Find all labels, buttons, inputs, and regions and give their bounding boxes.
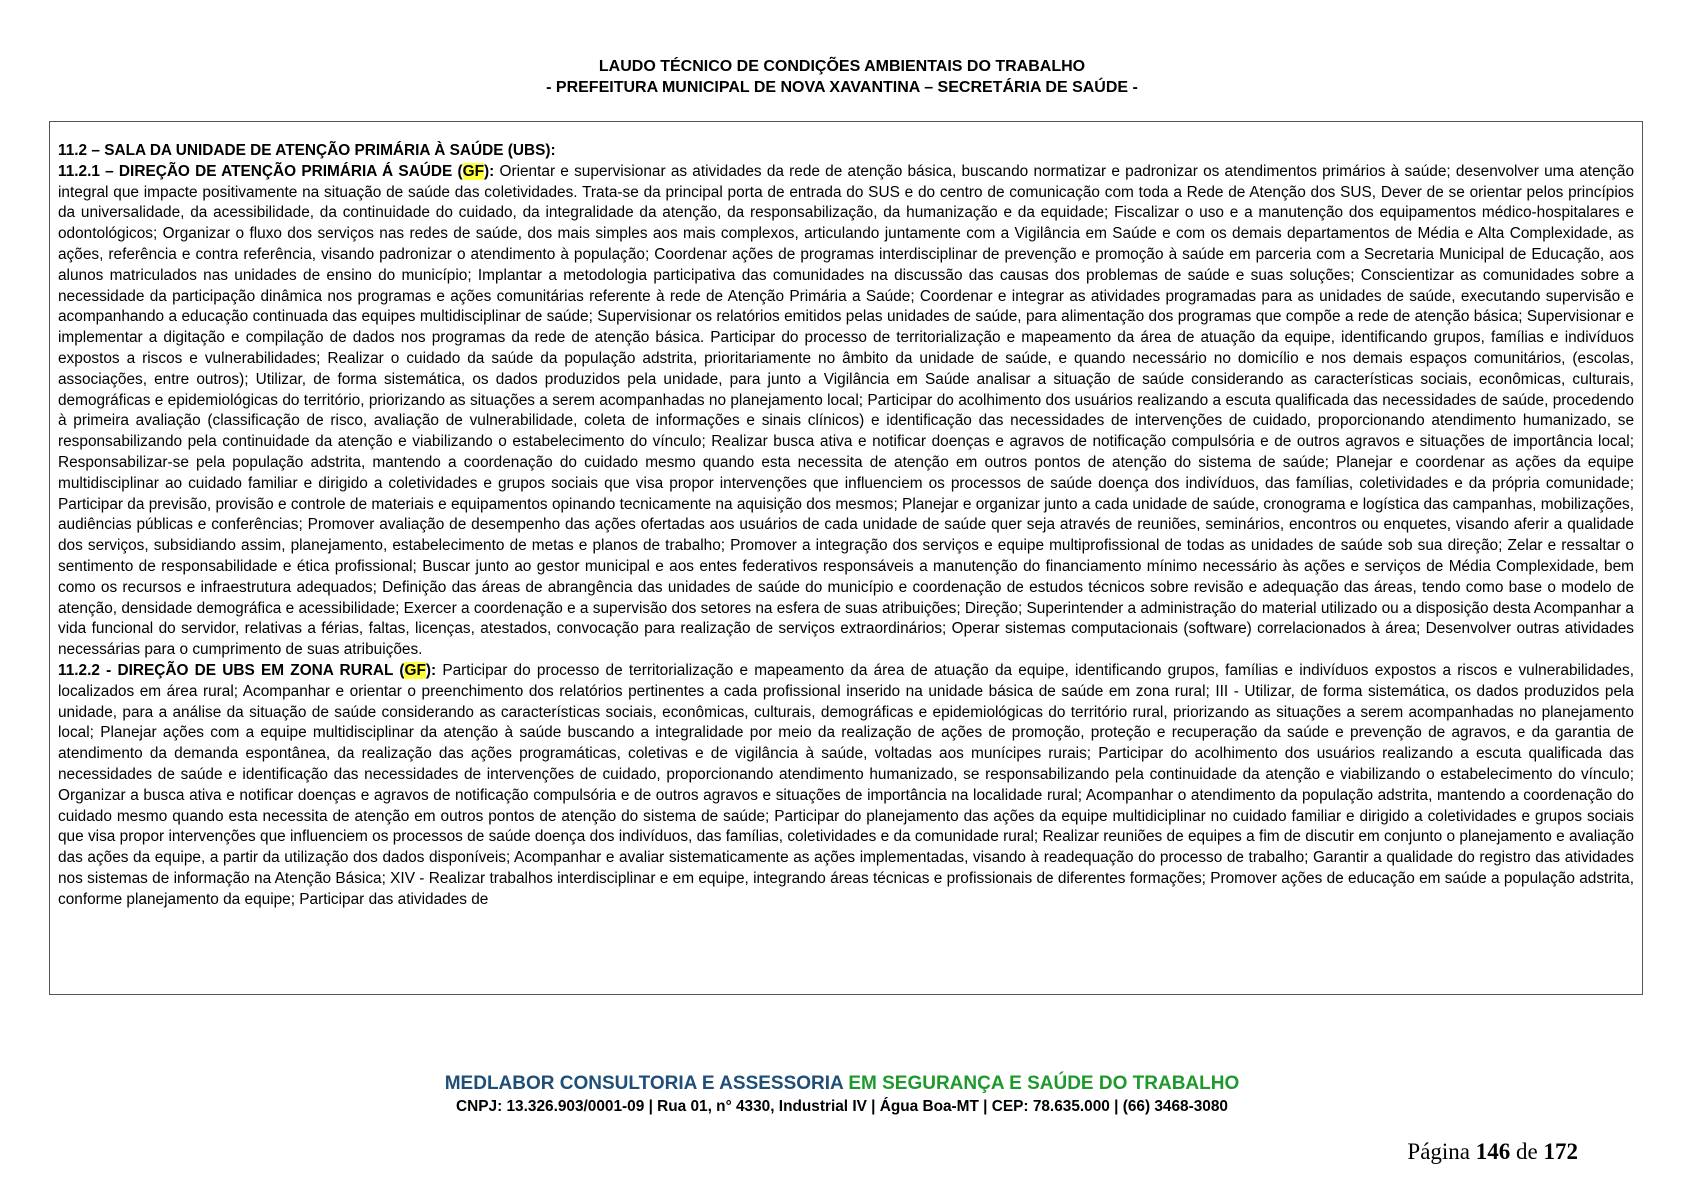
item2-tag-highlight: GF [404,661,426,679]
page-total: 172 [1543,1139,1578,1164]
item1-heading-pre: 11.2.1 – DIREÇÃO DE ATENÇÃO PRIMÁRIA Á SAÚDE ( [58,162,463,180]
item1-heading-post: ): [484,162,495,180]
section-title: 11.2 – SALA DA UNIDADE DE ATENÇÃO PRIMÁRIA À SAÚDE (UBS): [58,142,556,159]
document-header [0,56,1684,98]
item2-text: Participar do processo de territorialização e mapeamento da área de atuação da equipe, identificando grupos, famílias e indivíduos expostos a riscos e vulnerabilidades, localizados em área rural; Acompanhar e orientar o preenchimento dos relatórios pertinentes a cada profissional inserido na unidade básica de saúde em zona rural; III - Utilizar, de forma sistemática, os dados produzidos pela unidade, para a análise da situação de saúde considerando as características sociais, econômicas, culturais, demográficas e epidemiológicas do território rural, priorizando as situações a serem acompanhadas no planejamento local; Planejar ações com a equipe multidisciplinar da atenção à saúde buscando a integralidade por meio da realização de ações de promoção, proteção e recuperação da saúde e prevenção de agravos, e da garantia de atendimento da demanda espontânea, da realização das ações programáticas, coletivas e de vigilância à saúde, voltadas aos munícipes rurais; Participar do acolhimento dos usuários realizando a escuta qualificada das necessidades de saúde e identificação das necessidades de intervenções de cuidado, proporcionando atendimento humanizado, se responsabilizando pela continuidade da atenção e viabilizando o estabelecimento do vínculo; Organizar a busca ativa e notificar doenças e agravos de notificação compulsória e de outros agravos e situações de importância na localidade rural; Acompanhar o atendimento da população adstrita, mantendo a coordenação do cuidado mesmo quando esta necessita de atenção em outros pontos de atenção do sistema de saúde; Participar do planejamento das ações da equipe multidiciplinar no cuidado familiar e dirigido a coletividades e grupos sociais que visa propor intervenções que influenciem os processos de saúde doença dos indivíduos, das famílias, coletividades e da comunidade rural; Realizar reuniões de equipes a fim de discutir em conjunto o planejamento e avaliação das ações da equipe, a partir da utilização dos dados disponíveis; Acompanhar e avaliar sistematicamente as ações implementadas, visando à readequação do processo de trabalho; Garantir a qualidade do registro das atividades nos sistemas de informação na Atenção Básica; XIV - Realizar trabalhos interdisciplinar e em equipe, integrando áreas técnicas e profissionais de diferentes formações; Promover ações de educação em saúde a população adstrita, conforme planejamento da equipe; Participar das atividades de [58,661,1634,908]
header-title: LAUDO TÉCNICO DE CONDIÇÕES AMBIENTAIS DO TRABALHO [598,58,1086,75]
brand-green-text: EM SEGURANÇA E SAÚDE DO TRABALHO [843,1073,1240,1094]
item1-tag-highlight: GF [462,162,484,180]
page-number [1407,1139,1578,1165]
document-footer [0,1072,1684,1118]
company-contact: CNPJ: 13.326.903/0001-09 | Rua 01, n° 4330, Industrial IV | Água Boa-MT | CEP: 78.635.000 | (66) 3468-3080 [456,1098,1228,1115]
item1-text: Orientar e supervisionar as atividades da rede de atenção básica, buscando normatizar e padronizar os atendimentos primários à saúde; desenvolver uma atenção integral que impacte positivamente na situação de saúde das coletividades. Trata-se da principal porta de entrada do SUS e do centro de comunicação com toda a Rede de Atenção dos SUS, Dever de se orientar pelos princípios da universalidade, da acessibilidade, da continuidade do cuidado, da integralidade da atenção, da responsabilização, da humanização e da equidade; Fiscalizar o uso e a manutenção dos equipamentos médico-hospitalares e odontológicos; Organizar o fluxo dos serviços nas redes de saúde, dos mais simples aos mais complexos, articulando juntamente com a Vigilância em Saúde e com os demais departamentos de Média e Alta Complexidade, as ações, referência e contra referência, visando padronizar o atendimento à população; Coordenar ações de programas interdisciplinar de prevenção e promoção à saúde em parceria com a Secretaria Municipal de Educação, aos alunos matriculados nas unidades de ensino do município; Implantar a metodologia participativa das comunidades na discussão das causas dos problemas de saúde e suas soluções; Conscientizar as comunidades sobre a necessidade da participação dinâmica nos programas e ações comunitárias referente à rede de Atenção Primária a Saúde; Coordenar e integrar as atividades programadas para as unidades de saúde, executando supervisão e acompanhando a educação continuada das equipes multidisciplinar de saúde; Supervisionar os relatórios emitidos pelas unidades de saúde, para alimentação dos programas que compõe a rede de atenção básica; Supervisionar e implementar a digitação e compilação de dados nos programas da rede de atenção básica. Participar do processo de territorialização e mapeamento da área de atuação da equipe, identificando grupos, famílias e indivíduos expostos a riscos e vulnerabilidades; Realizar o cuidado da saúde da população adstrita, prioritariamente no âmbito da unidade de saúde, e quando necessário no domicílio e nos demais espaços comunitários, (escolas, associações, entre outros); Utilizar, de forma sistemática, os dados produzidos pela unidade, para junto a Vigilância em Saúde analisar a situação de saúde considerando as características sociais, econômicas, culturais, demográficas e epidemiológicas do território, priorizando as situações a serem acompanhadas no planejamento local; Participar do acolhimento dos usuários realizando a escuta qualificada das necessidades de saúde, procedendo à primeira avaliação (classificação de risco, avaliação de vulnerabilidade, coleta de informações e sinais clínicos) e identificação das necessidades de intervenções de cuidado, proporcionando atendimento humanizado, se responsabilizando pela continuidade da atenção e viabilizando o estabelecimento do vínculo; Realizar busca ativa e notificar doenças e agravos de notificação compulsória e de outros agravos e situações de importância local; Responsabilizar-se pela população adstrita, mantendo a coordenação do cuidado mesmo quando esta necessita de atenção em outros pontos de atenção do sistema de saúde; Planejar e coordenar as ações da equipe multidisciplinar ao cuidado familiar e dirigido a coletividades e grupos sociais que visa propor intervenções que influenciem os processos de saúde doença dos indivíduos, das famílias, coletividades e da própria comunidade; Participar da previsão, provisão e controle de materiais e equipamentos opinando tecnicamente na aquisição dos mesmos; Planejar e organizar junto a cada unidade de saúde, cronograma e logística das campanhas, mobilizações, audiências públicas e conferências; Promover avaliação de desempenho das ações ofertadas aos usuários de cada unidade de saúde quer seja através de reuniões, seminários, encontros ou enquetes, visando aferir a qualidade dos serviços, subsidiando assim, planejamento, estabelecimento de metas e planos de trabalho; Promover a integração dos serviços e equipe multiprofissional de todas as unidades de saúde sob sua direção; Zelar e ressaltar o sentimento de responsabilidade e ética profissional; Buscar junto ao gestor municipal e aos entes federativos responsáveis a manutenção do financiamento mínimo necessário às ações e serviços de Média Complexidade, bem como os recursos e infraestrutura adequados; Definição das áreas de abrangência das unidades de saúde do município e coordenação de estudos técnicos sobre revisão e adequação das áreas, tendo como base o modelo de atenção, densidade demográfica e acessibilidade; Exercer a coordenação e a supervisão dos setores na esfera de suas atribuições; Direção; Superintender a administração do material utilizado ou a disposição desta Acompanhar a vida funcional do servidor, relativas a férias, faltas, licenças, atestados, convocação para realização de serviços extraordinários; Operar sistemas computacionais (software) correlacionados à área; Desenvolver outras atividades necessárias para o cumprimento de suas atribuições. [58,162,1635,659]
page-label: Página [1407,1139,1471,1164]
paragraph-direcao-ubs-rural [58,661,1634,911]
company-brand [0,1072,1684,1096]
page-separator: de [1516,1139,1538,1164]
brand-blue-text: MEDLABOR CONSULTORIA E ASSESSORIA [444,1073,844,1094]
header-subtitle: - PREFEITURA MUNICIPAL DE NOVA XAVANTINA – SECRETÁRIA DE SAÚDE - [546,79,1138,96]
page-current: 146 [1475,1139,1511,1164]
content-box [49,121,1643,995]
paragraph-direcao-atencao-primaria [58,162,1634,661]
item2-heading-post: ): [425,661,437,679]
item2-heading-pre: 11.2.2 - DIREÇÃO DE UBS EM ZONA RURAL ( [58,661,405,679]
